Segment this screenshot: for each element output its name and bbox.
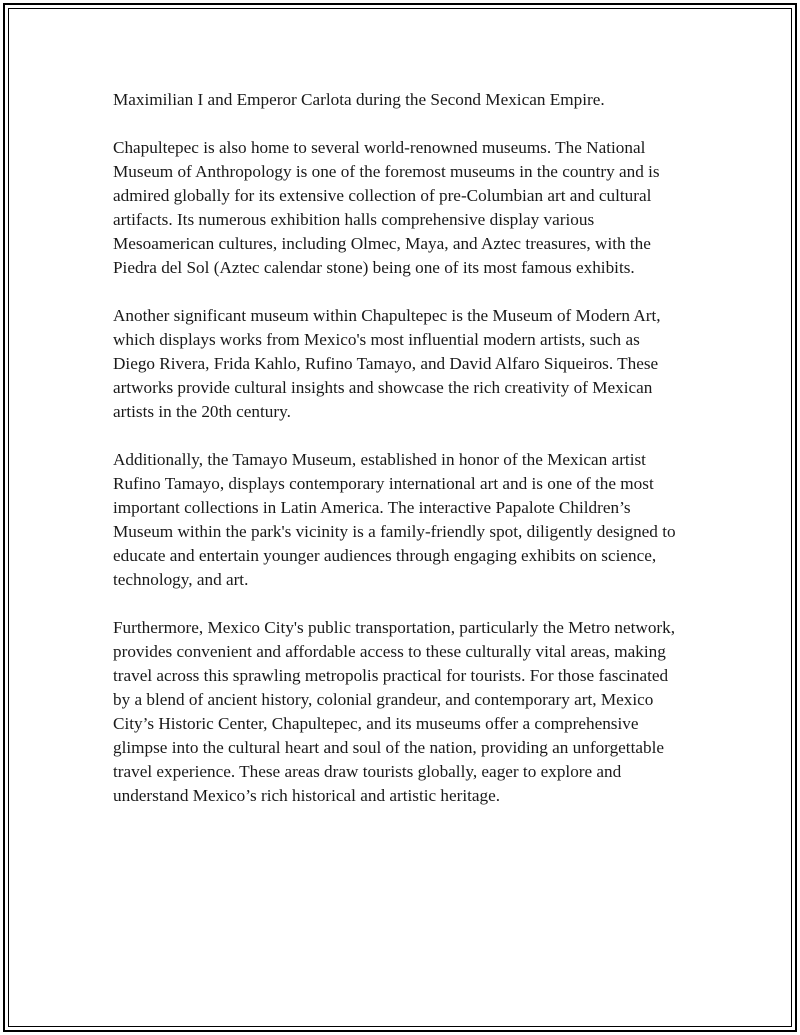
paragraph-anthropology-museum: Chapultepec is also home to several world-renowned museums. The National Museum of Anthropology is one of the foremost museums in the country and is admired globally for its extensive collection of pre-Columbian art and cultural artifacts. Its numerous exhibition halls comprehensive display various Mesoamerican cultures, including Olmec, Maya, and Aztec treasures, with the Piedra del Sol (Aztec calendar stone) being one of its most famous exhibits. <box>113 138 660 277</box>
paragraph-transportation: Furthermore, Mexico City's public transportation, particularly the Metro network, provides convenient and affordable access to these culturally vital areas, making travel across this sprawling metropolis practical for tourists. For those fascinated by a blend of ancient history, colonial grandeur, and contemporary art, Mexico City’s Historic Center, Chapultepec, and its museums offer a comprehensive glimpse into the cultural heart and soul of the nation, providing an unforgettable travel experience. These areas draw tourists globally, eager to explore and understand Mexico’s rich historical and artistic heritage. <box>113 618 676 805</box>
paragraph-tamayo-papalote: Additionally, the Tamayo Museum, established in honor of the Mexican artist Rufino Tamayo, displays contemporary international art and is one of the most important collections in Latin America. The interactive Papalote Children’s Museum within the park's vicinity is a family-friendly spot, diligently designed to educate and entertain younger audiences through engaging exhibits on science, technology, and art. <box>113 450 676 589</box>
paragraph-empire-continuation: Maximilian I and Emperor Carlota during the Second Mexican Empire. <box>113 90 605 109</box>
document-body <box>113 88 679 832</box>
paragraph-modern-art-museum: Another significant museum within Chapultepec is the Museum of Modern Art, which displays works from Mexico's most influential modern artists, such as Diego Rivera, Frida Kahlo, Rufino Tamayo, and David Alfaro Siqueiros. These artworks provide cultural insights and showcase the rich creativity of Mexican artists in the 20th century. <box>113 306 661 421</box>
